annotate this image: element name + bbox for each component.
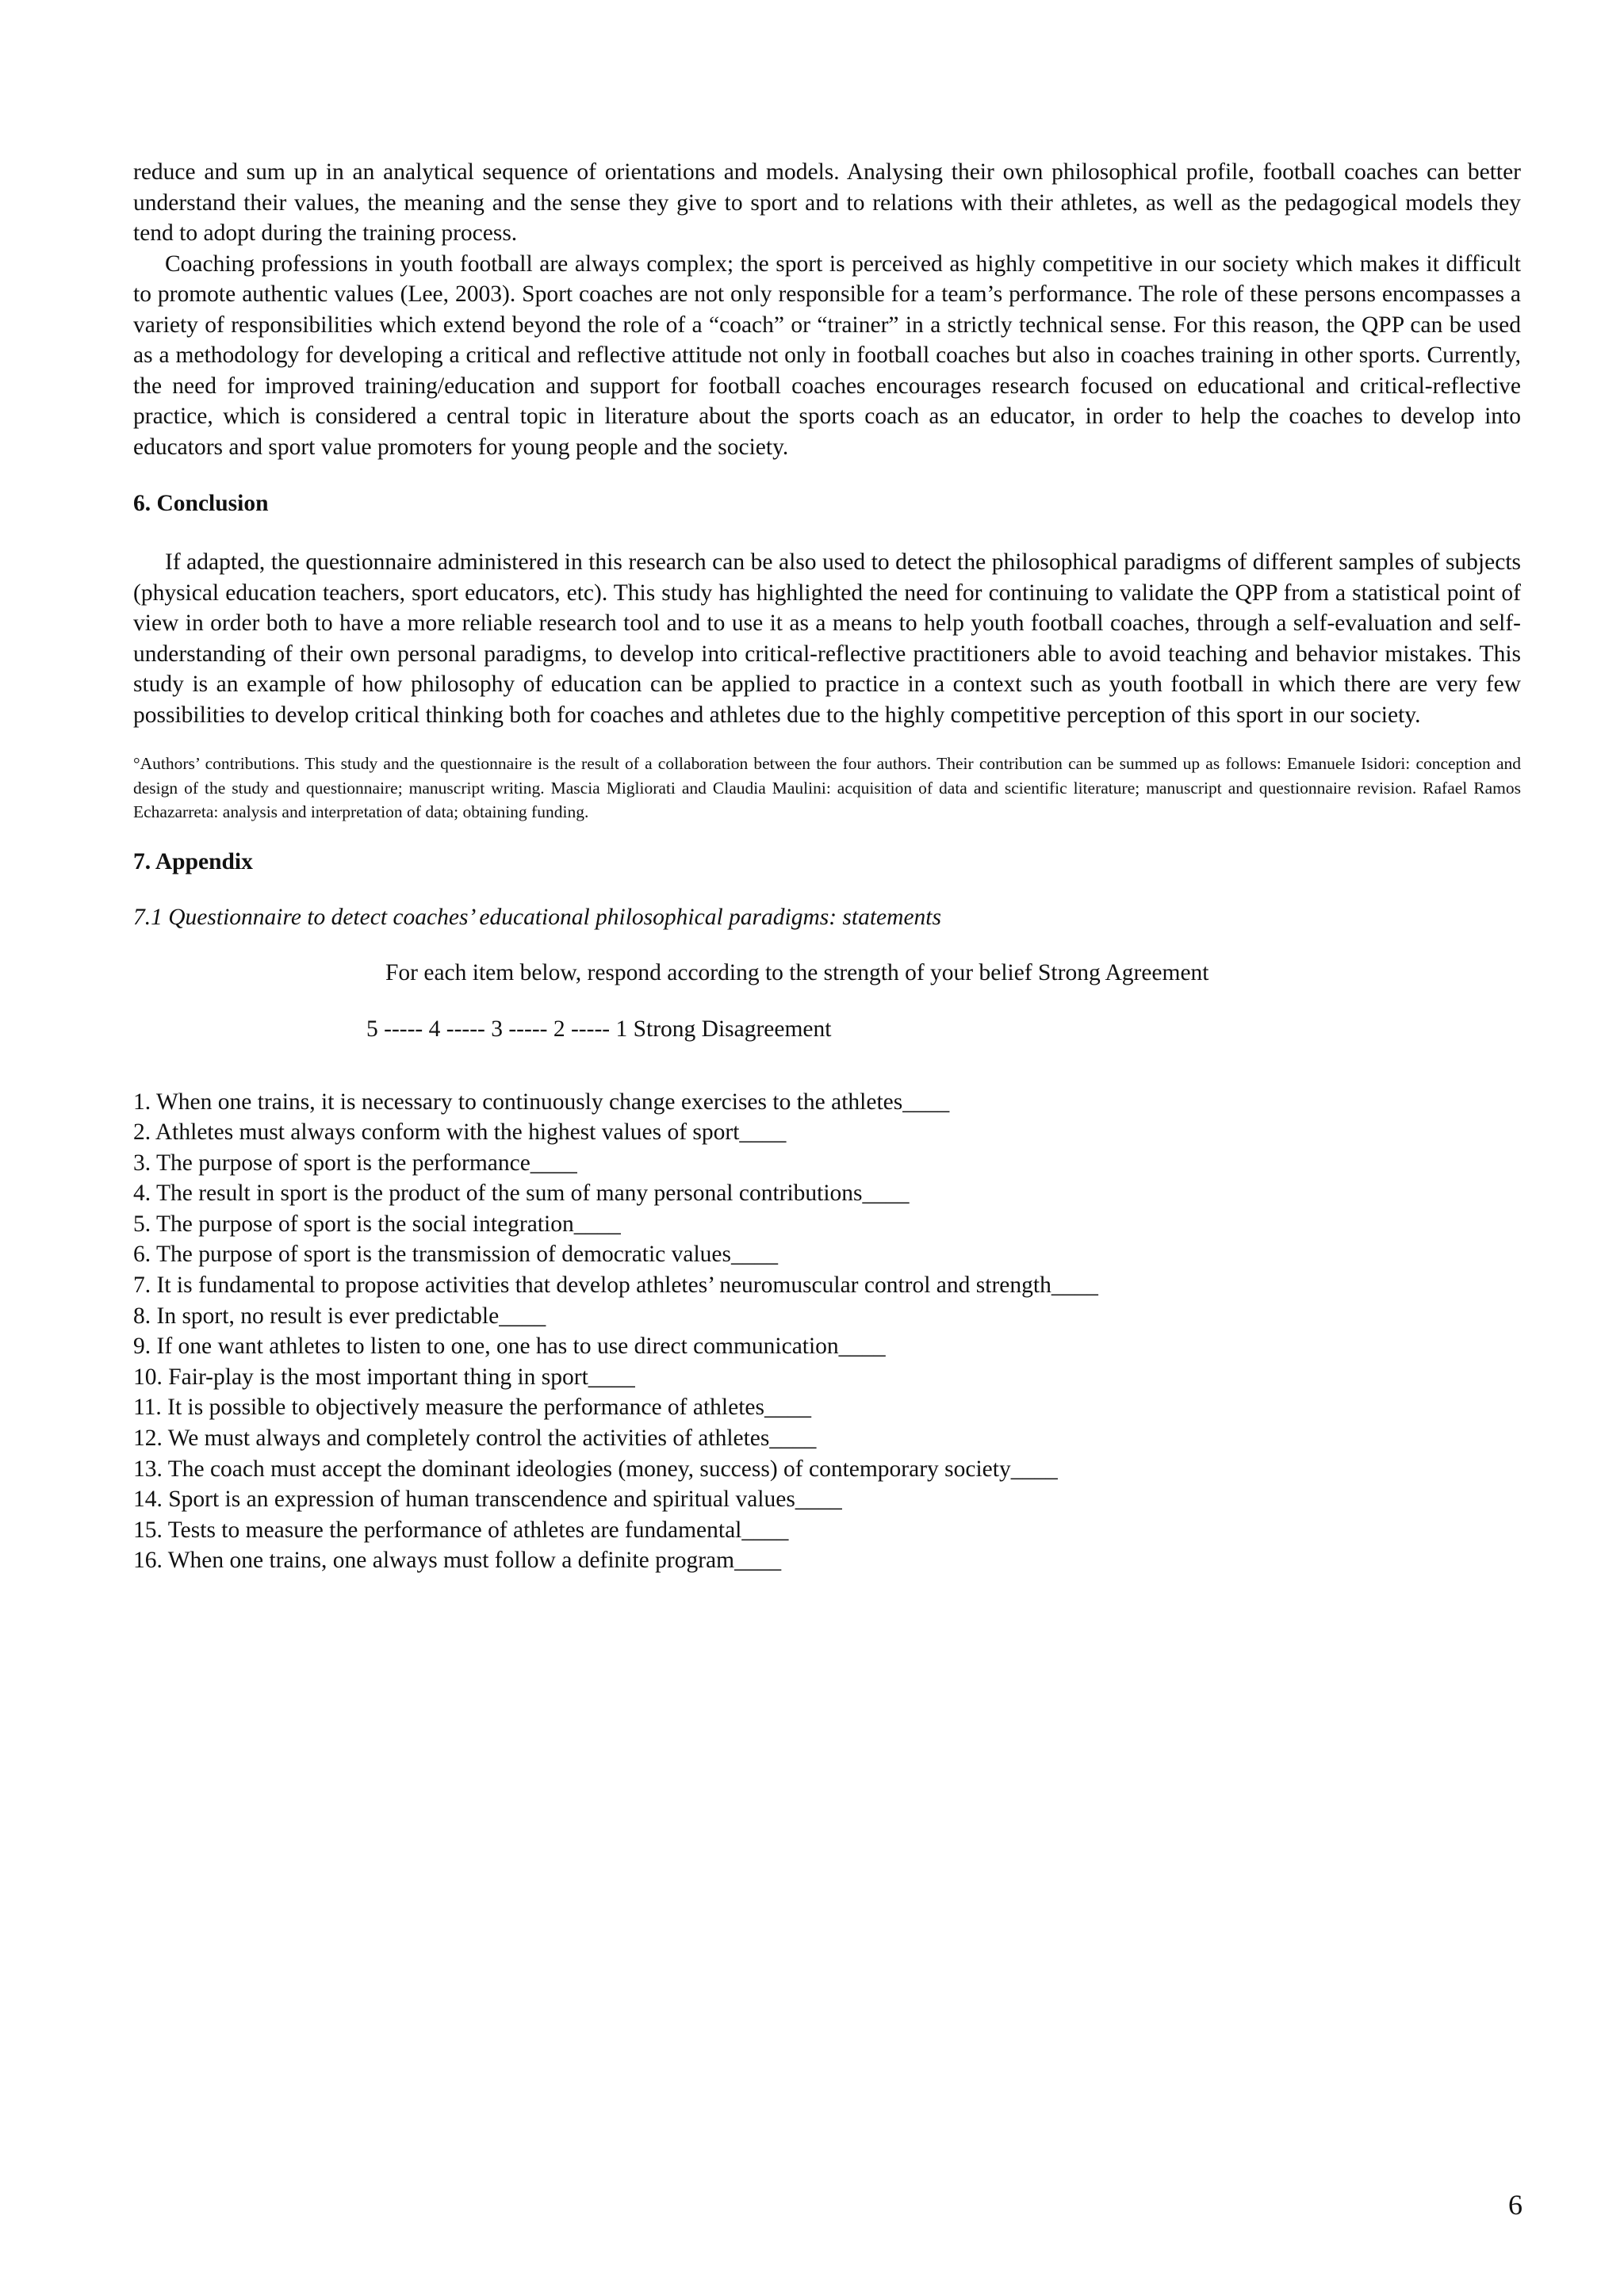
questionnaire-items [133, 1087, 1521, 1577]
coaching-paragraph: Coaching professions in youth football are always complex; the sport is perceived as highly competitive in our society which makes it difficult to promote authentic values (Lee, 2003). Sport coaches are not only responsible for a team’s performance. The role of these persons encompasses a variety of responsibilities which extend beyond the role of a “coach” or “trainer” in a strictly technical sense. For this reason, the QPP can be used as a methodology for developing a critical and reflective attitude not only in football coaches but also in coaches training in other sports. Currently, the need for improved training/education and support for football coaches encourages research focused on educational and critical-reflective practice, which is considered a central topic in literature about the sports coach as an educator, in order to help the coaches to develop into educators and sport value promoters for young people and the society. [133, 251, 1521, 460]
authors-contributions-note: °Authors’ contributions. This study and the questionnaire is the result of a collaboration between the four authors. Their contribution can be summed up as follows: Emanuele Isidori: conception and design of the study and questionnaire; manuscript writing. Mascia Migliorati and Claudia Maulini: acquisition of data and scientific literature; manuscript and questionnaire revision. Rafael Ramos Echazarreta: analysis and interpretation of data; obtaining funding. [133, 754, 1521, 821]
appendix-heading: 7. Appendix [133, 848, 253, 874]
questionnaire-item: 16. When one trains, one always must follow a definite program____ [133, 1548, 782, 1574]
questionnaire-item: 4. The result in sport is the product of the sum of many personal contributions____ [133, 1181, 910, 1207]
questionnaire-item: 13. The coach must accept the dominant ideologies (money, success) of contemporary society____ [133, 1456, 1058, 1482]
questionnaire-instruction-line1: For each item below, respond according to the strength of your belief Strong Agreement [385, 959, 1209, 985]
page-number: 6 [1508, 2189, 1522, 2221]
questionnaire-item: 9. If one want athletes to listen to one, one has to use direct communication____ [133, 1334, 886, 1360]
conclusion-paragraph: If adapted, the questionnaire administered in this research can be also used to detect the philosophical paradigms of different samples of subjects (physical education teachers, sport educators, etc). This study has highlighted the need for continuing to validate the QPP from a statistical point of view in order both to have a more reliable research tool and to use it as a means to help youth football coaches, through a self-evaluation and self-understanding of their own personal paradigms, to develop into critical-reflective practitioners able to avoid teaching and behavior mistakes. This study is an example of how philosophy of education can be applied to practice in a context such as youth football in which there are very few possibilities to develop critical thinking both for coaches and athletes due to the highly competitive perception of this sport in our society. [133, 549, 1521, 728]
questionnaire-item: 12. We must always and completely control the activities of athletes____ [133, 1425, 817, 1452]
questionnaire-item: 3. The purpose of sport is the performance____ [133, 1150, 577, 1176]
appendix-subheading: 7.1 Questionnaire to detect coaches’ educational philosophical paradigms: statements [133, 904, 941, 930]
questionnaire-scale-line: 5 ----- 4 ----- 3 ----- 2 ----- 1 Strong Disagreement [366, 1016, 832, 1042]
questionnaire-item: 1. When one trains, it is necessary to continuously change exercises to the athletes____ [133, 1089, 950, 1115]
questionnaire-item: 8. In sport, no result is ever predictable____ [133, 1303, 546, 1329]
intro-paragraph: reduce and sum up in an analytical sequence of orientations and models. Analysing their own philosophical profile, football coaches can better understand their values, the meaning and the sense they give to sport and to relations with their athletes, as well as the pedagogical models they tend to adopt during the training process. [133, 159, 1521, 246]
page-body [133, 157, 1521, 1576]
questionnaire-item: 2. Athletes must always conform with the highest values of sport____ [133, 1119, 787, 1146]
questionnaire-item: 10. Fair-play is the most important thing in sport____ [133, 1364, 635, 1390]
questionnaire-item: 14. Sport is an expression of human transcendence and spiritual values____ [133, 1487, 842, 1513]
conclusion-heading: 6. Conclusion [133, 491, 269, 516]
questionnaire-item: 6. The purpose of sport is the transmission of democratic values____ [133, 1242, 779, 1268]
questionnaire-item: 15. Tests to measure the performance of athletes are fundamental____ [133, 1517, 789, 1543]
questionnaire-item: 11. It is possible to objectively measure the performance of athletes____ [133, 1395, 811, 1421]
questionnaire-item: 5. The purpose of sport is the social integration____ [133, 1211, 621, 1237]
questionnaire-item: 7. It is fundamental to propose activities that develop athletes’ neuromuscular control and strength____ [133, 1272, 1098, 1299]
